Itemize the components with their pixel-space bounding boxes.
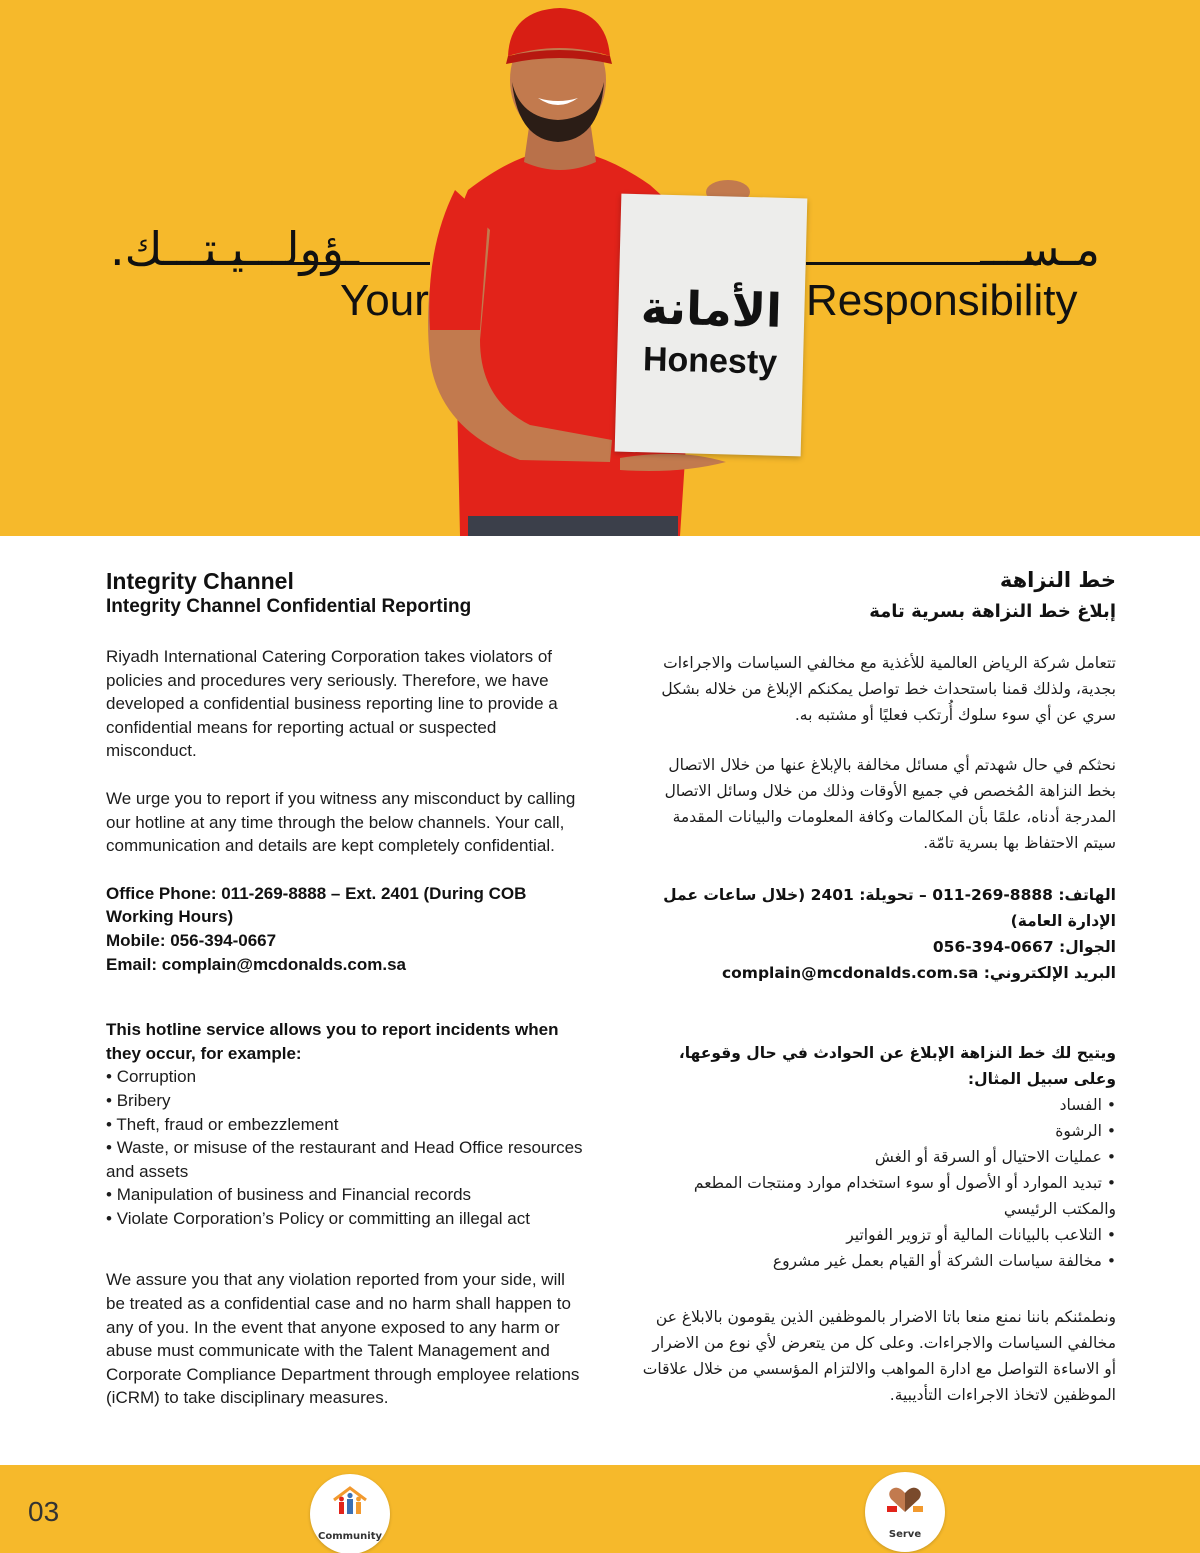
arabic-closing-paragraph: ونطمئنكم باننا نمنع منعا باتا الاضرار بالموظفين الذين يقومون بالابلاغ عن مخالفي السياسات والاجراءات. وعلى كل من يتعرض لأي نوع من الاضرار أو الاساءة التواصل مع ادارة المواهب والالتزام المؤسسي من خلال علاقات الموظفين لاتخاذ الاجراءات التأديبية.: [642, 1308, 1116, 1404]
community-label: Community: [317, 1531, 382, 1542]
serve-badge: [865, 1472, 945, 1552]
english-list-intro: This hotline service allows you to report incidents when they occur, for example:: [106, 1020, 559, 1063]
english-subtitle: Integrity Channel Confidential Reporting: [106, 596, 472, 617]
footer-bar: [0, 1465, 1200, 1553]
english-email: Email: complain@mcdonalds.com.sa: [106, 954, 406, 974]
english-paragraph-1: Riyadh International Catering Corporation takes violators of policies and procedures very seriously. Therefore, we have developed a confidential business reporting line to provide a confidential means for reporting actual or suspected misconduct.: [106, 647, 558, 761]
english-mobile: Mobile: 056-394-0667: [106, 930, 277, 950]
list-item: • Violate Corporation’s Policy or committing an illegal act: [106, 1207, 586, 1231]
list-item: • الرشوة: [640, 1118, 1116, 1144]
english-office-phone: Office Phone: 011-269-8888 – Ext. 2401 (During COB Working Hours): [106, 883, 527, 927]
arabic-incident-list: [640, 1092, 1116, 1274]
community-badge: [310, 1474, 390, 1553]
hero-english-left: Your: [340, 276, 429, 325]
english-title: Integrity Channel: [106, 568, 294, 594]
hero-english-right: Responsibility: [806, 276, 1078, 325]
list-item: • مخالفة سياسات الشركة أو القيام بعمل غير مشروع: [640, 1248, 1116, 1274]
list-item: • تبديد الموارد أو الأصول أو سوء استخدام موارد ومنتجات المطعم والمكتب الرئيسي: [640, 1170, 1116, 1222]
list-item: • Theft, fraud or embezzlement: [106, 1113, 586, 1137]
honesty-sign: [615, 194, 808, 457]
arabic-email-label: البريد الإلكتروني:: [983, 964, 1116, 982]
arabic-list-intro: ويتيح لك خط النزاهة الإبلاغ عن الحوادث في حال وقوعها، وعلى سبيل المثال:: [678, 1044, 1116, 1088]
english-column: [106, 568, 586, 1410]
hero-arabic-left: ـؤولـــيـتـــك.: [110, 222, 359, 276]
sign-english-text: Honesty: [642, 340, 778, 382]
arabic-phone: الهاتف: 8888-269-011 – تحويلة: 2401 (خلال ساعات عمل الإدارة العامة): [663, 886, 1116, 930]
page-number: 03: [28, 1496, 60, 1527]
english-paragraph-2: We urge you to report if you witness any misconduct by calling our hotline at any time through the below channels. Your call, communication and details are kept completely confidential.: [106, 788, 576, 856]
hero-arabic-right: مـســـ: [980, 222, 1100, 276]
arabic-email: [640, 960, 1116, 986]
list-item: • التلاعب بالبيانات المالية أو تزوير الفواتير: [640, 1222, 1116, 1248]
list-item: • Bribery: [106, 1089, 586, 1113]
list-item: • عمليات الاحتيال أو السرقة أو الغش: [640, 1144, 1116, 1170]
english-contact-block: [106, 882, 586, 976]
arabic-mobile: الجوال: 0667-394-056: [932, 938, 1116, 956]
list-item: • الفساد: [640, 1092, 1116, 1118]
list-item: • Manipulation of business and Financial records: [106, 1183, 586, 1207]
arabic-contact-block: [640, 882, 1116, 986]
english-closing-paragraph: We assure you that any violation reported from your side, will be treated as a confidential case and no harm shall happen to any of you. In the event that anyone exposed to any harm or abuse must communicate with the Talent Management and Corporate Compliance Department through employee relations (iCRM) to take disciplinary measures.: [106, 1270, 580, 1408]
sign-arabic-text: الأمانة: [640, 280, 783, 338]
list-item: • Corruption: [106, 1065, 586, 1089]
arabic-paragraph-2: نحثكم في حال شهدتم أي مسائل مخالفة بالإبلاغ عنها من خلال الاتصال بخط النزاهة المُخصص في جميع الأوقات وذلك من خلال وسائل الاتصال المدرجة أدناه، علمًا بأن المكالمات وكافة المعلومات والبيانات المقدمة سيتم الاحتفاظ بها بسرية تامّة.: [664, 756, 1116, 852]
hero-banner: [0, 0, 1200, 536]
arabic-column: [640, 566, 1116, 1408]
english-incident-list: [106, 1065, 586, 1230]
heart-hands-icon: [885, 1484, 925, 1516]
arabic-subtitle: إبلاغ خط النزاهة بسرية تامة: [869, 601, 1116, 622]
house-people-icon: [330, 1486, 370, 1518]
arabic-paragraph-1: تتعامل شركة الرياض العالمية للأغذية مع مخالفي السياسات والاجراءات بجدية، ولذلك قمنا باستحداث خط تواصل يمكنكم الإبلاغ من خلاله بشكل سري عن أي سوء سلوك أُرتكب فعليًا أو مشتبه به.: [661, 654, 1116, 724]
arabic-email-value: complain@mcdonalds.com.sa: [721, 964, 979, 982]
serve-label: Serve: [888, 1529, 922, 1540]
arabic-title: خط النزاهة: [999, 568, 1116, 592]
list-item: • Waste, or misuse of the restaurant and Head Office resources and assets: [106, 1136, 586, 1183]
